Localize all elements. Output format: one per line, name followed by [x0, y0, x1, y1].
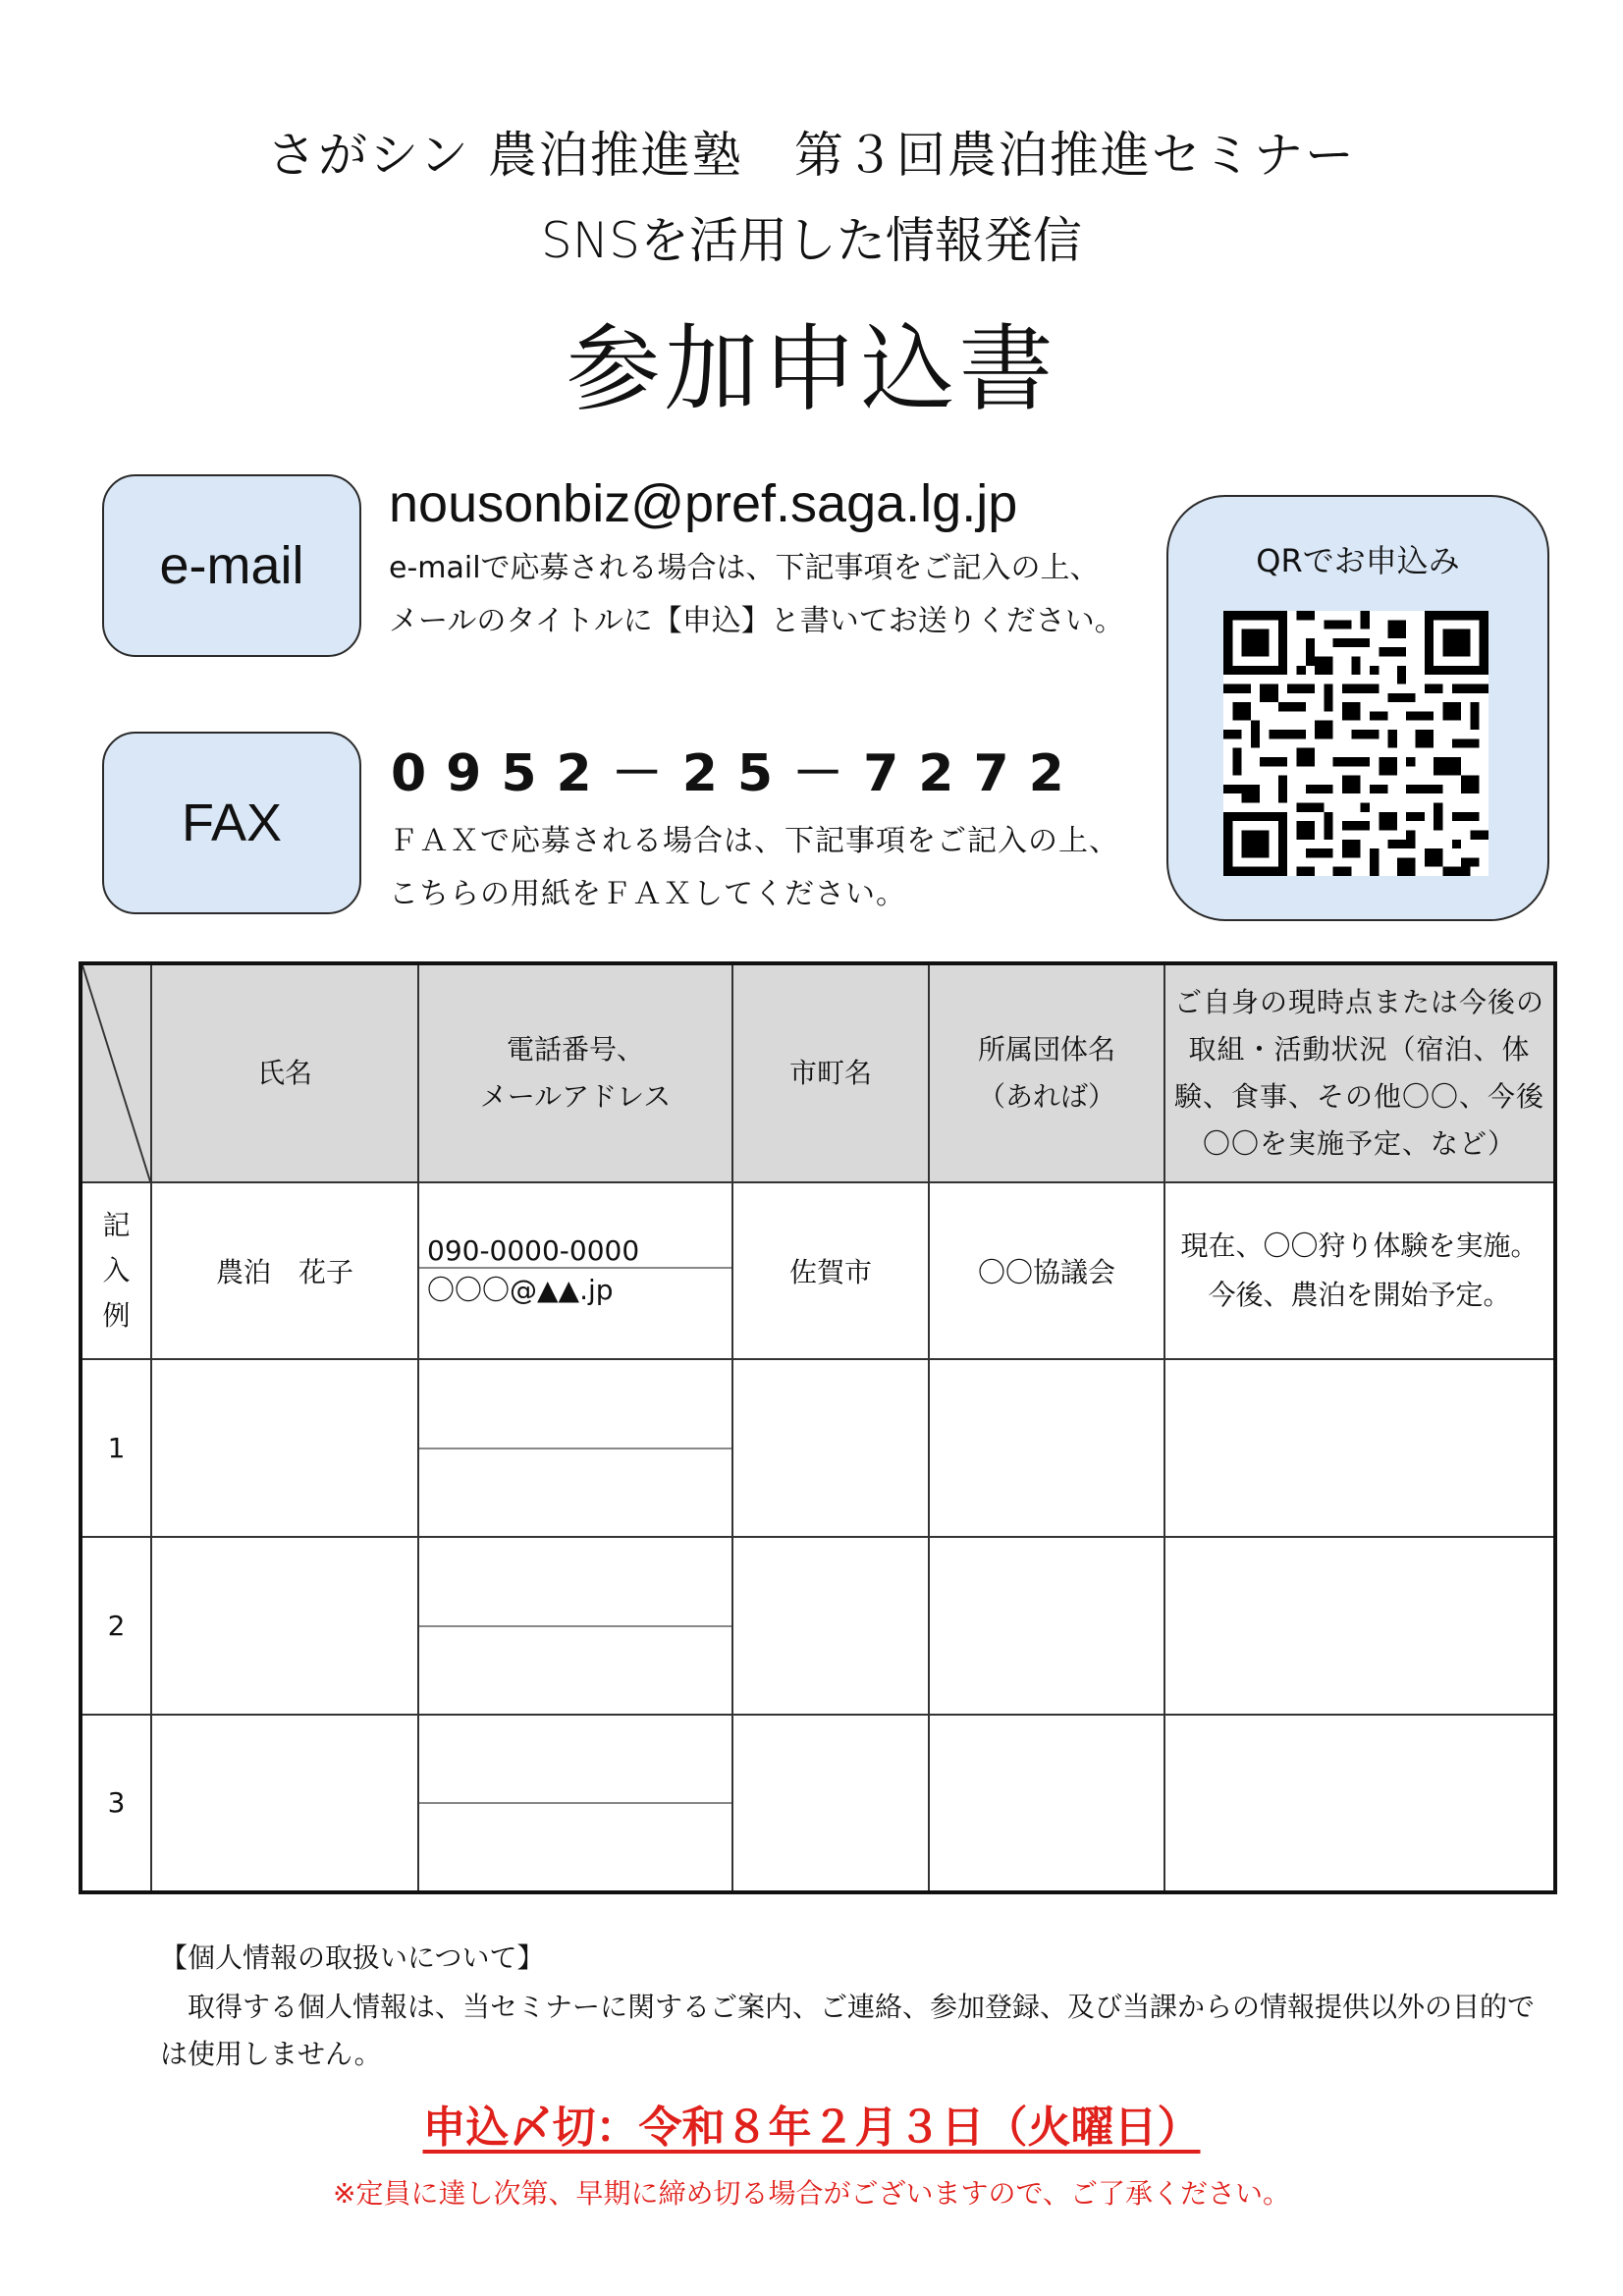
- example-row: [81, 1182, 1555, 1359]
- example-mail: 〇〇〇@▲▲.jp: [419, 1267, 731, 1308]
- organization-field[interactable]: [929, 1537, 1164, 1715]
- name-column-header: 氏名: [151, 963, 418, 1182]
- example-contact-cell: [418, 1182, 732, 1359]
- example-organization: 〇〇協議会: [929, 1182, 1164, 1359]
- privacy-text: 取得する個人情報は、当セミナーに関するご案内、ご連絡、参加登録、及び当課からの情報提供以外の目的では使用しません。: [160, 1991, 1536, 2070]
- example-phone: 090-0000-0000: [427, 1233, 640, 1267]
- activity-field[interactable]: [1164, 1359, 1555, 1537]
- contact-cell: [418, 1359, 732, 1537]
- activity-field[interactable]: [1164, 1537, 1555, 1715]
- activity-column-header: ご自身の現時点または今後の取組・活動状況（宿泊、体験、食事、その他〇〇、今後〇〇を実施予定、など）: [1164, 963, 1555, 1182]
- city-field[interactable]: [732, 1715, 929, 1892]
- name-field[interactable]: [151, 1359, 418, 1537]
- email-instructions: e-mailで応募される場合は、下記事項をご記入の上、 メールのタイトルに【申込】と書いてお送りください。: [389, 551, 1124, 638]
- activity-field[interactable]: [1164, 1715, 1555, 1892]
- table-row: [81, 1537, 1555, 1715]
- table-header-row: [81, 963, 1555, 1182]
- name-field[interactable]: [151, 1715, 418, 1892]
- qr-label: QRでお申込み: [1256, 542, 1460, 579]
- name-field[interactable]: [151, 1537, 418, 1715]
- fax-label-badge: [102, 732, 361, 914]
- email-label: e-mail: [159, 536, 304, 595]
- application-form-table: [79, 961, 1557, 1894]
- row-number: 1: [81, 1359, 151, 1537]
- table-row: [81, 1715, 1555, 1892]
- mail-field[interactable]: [419, 1802, 731, 1804]
- privacy-heading: 【個人情報の取扱いについて】: [160, 1941, 545, 1974]
- page-title: 参加申込書: [566, 314, 1057, 424]
- contact-cell: [418, 1537, 732, 1715]
- example-row-label: 記 入 例: [81, 1182, 151, 1359]
- contact-column-header: 電話番号、 メールアドレス: [418, 963, 732, 1182]
- qr-code-icon[interactable]: [1223, 611, 1488, 876]
- deadline-notice: [0, 2092, 1623, 2155]
- email-address[interactable]: nousonbiz@pref.saga.lg.jp: [389, 474, 1018, 533]
- city-column-header: 市町名: [732, 963, 929, 1182]
- organization-column-header: 所属団体名 （あれば）: [929, 963, 1164, 1182]
- mail-field[interactable]: [419, 1625, 731, 1627]
- organization-field[interactable]: [929, 1715, 1164, 1892]
- city-field[interactable]: [732, 1537, 929, 1715]
- fax-number: 0952－25－7272: [391, 744, 1084, 803]
- table-row: [81, 1359, 1555, 1537]
- deadline-text: 申込〆切：令和８年２月３日（火曜日）: [422, 2103, 1201, 2153]
- row-number: 3: [81, 1715, 151, 1892]
- organization-field[interactable]: [929, 1359, 1164, 1537]
- example-name: 農泊 花子: [151, 1182, 418, 1359]
- capacity-notice: ※定員に達し次第、早期に締め切る場合がございますので、ご了承ください。: [333, 2177, 1290, 2210]
- city-field[interactable]: [732, 1359, 929, 1537]
- fax-instructions: ＦＡＸで応募される場合は、下記事項をご記入の上、 こちらの用紙をＦＡＸしてください。: [389, 824, 1119, 911]
- seminar-topic-heading: SNSを活用した情報発信: [541, 212, 1082, 269]
- example-activity: 現在、〇〇狩り体験を実施。 今後、農泊を開始予定。: [1164, 1182, 1555, 1359]
- row-number: 2: [81, 1537, 151, 1715]
- corner-cell: [81, 963, 151, 1182]
- seminar-series-heading: さがシン 農泊推進塾 第３回農泊推進セミナー: [267, 127, 1356, 184]
- mail-field[interactable]: [419, 1448, 731, 1449]
- email-label-badge: [102, 474, 361, 657]
- fax-label: FAX: [181, 793, 283, 852]
- contact-cell: [418, 1715, 732, 1892]
- qr-signup-panel: [1166, 495, 1549, 921]
- example-city: 佐賀市: [732, 1182, 929, 1359]
